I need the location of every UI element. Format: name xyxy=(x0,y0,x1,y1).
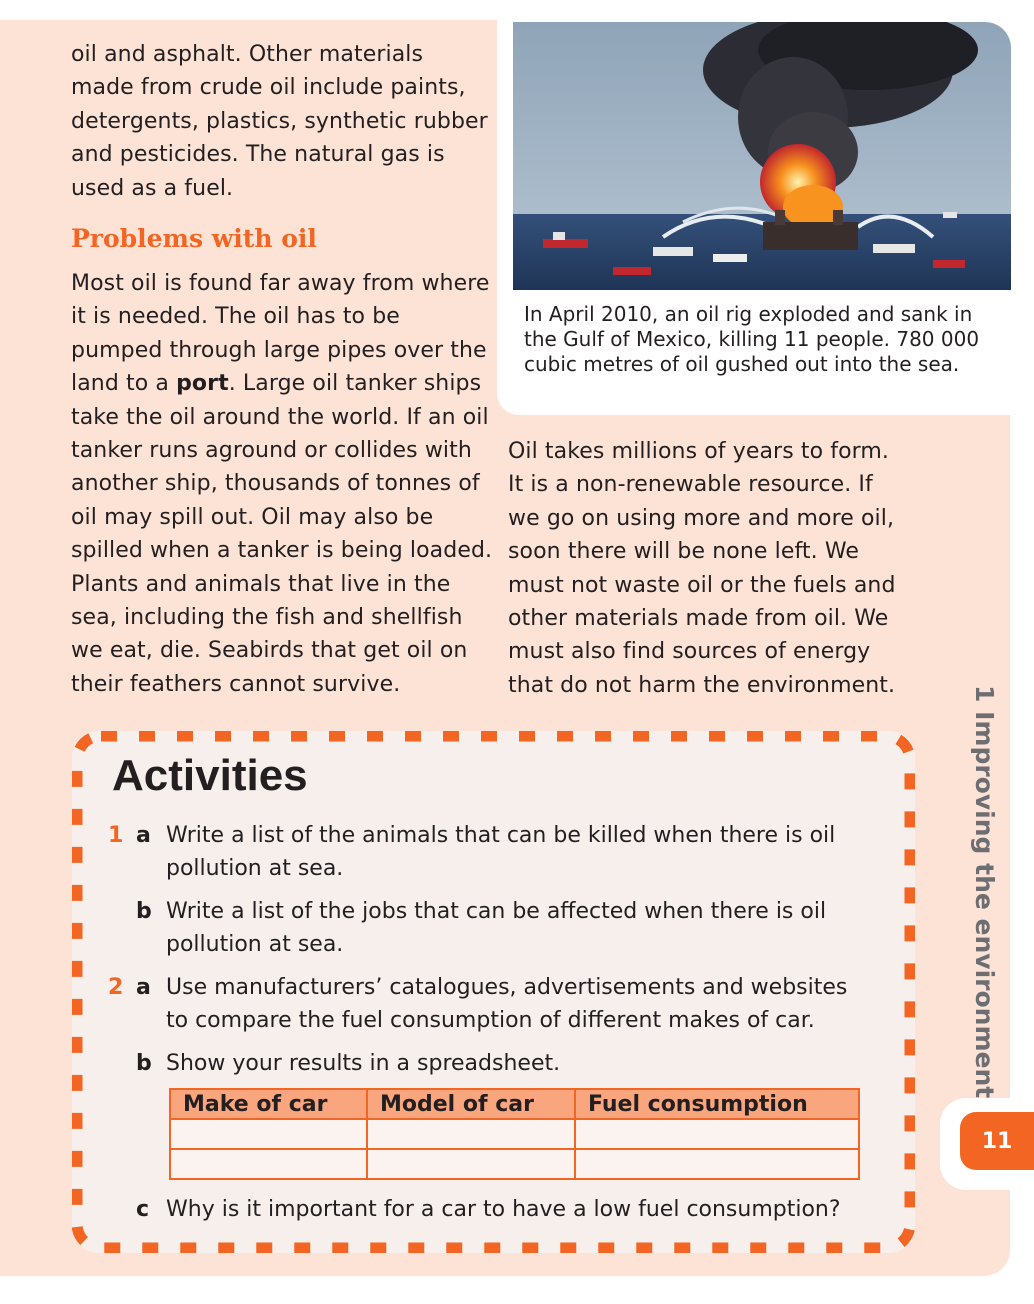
question-1a-letter: a xyxy=(136,823,151,848)
table-cell xyxy=(367,1119,575,1149)
question-2b-letter: b xyxy=(136,1051,152,1076)
question-number-2: 2 xyxy=(108,975,124,1000)
table-row xyxy=(170,1119,859,1149)
column-header-make: Make of car xyxy=(170,1089,367,1119)
problems-text-1: Most oil is found far away from where it is needed. The oil has to be pumped through large pipes over the land to a xyxy=(71,271,490,397)
keyword-port: port xyxy=(176,371,229,397)
problems-text-2: . Large oil tanker ships take the oil around the world. If an oil tanker runs aground or collides with another ship, thousands of tonnes of oil may spill out. Oil may also be spilled when a tanker is being loaded. Plants and animals that live in the sea, including the fish and shellfish we eat, die. Seabirds that get oil on their feathers cannot survive. xyxy=(71,371,493,697)
intro-paragraph: oil and asphalt. Other materials made from crude oil include paints, detergents, plastics, synthetic rubber and pesticides. The natural gas is used as a fuel. xyxy=(71,42,488,201)
table-cell xyxy=(575,1119,859,1149)
question-1b-letter: b xyxy=(136,899,152,924)
table-header-row xyxy=(170,1089,859,1119)
table-cell xyxy=(170,1149,367,1179)
question-2a-line1: Use manufacturers’ catalogues, advertisements and websites xyxy=(166,975,848,1000)
question-2c-letter: c xyxy=(136,1197,150,1222)
column-header-fuel: Fuel consumption xyxy=(575,1089,859,1119)
question-2c-line1: Why is it important for a car to have a low fuel consumption? xyxy=(166,1197,841,1222)
table-cell xyxy=(367,1149,575,1179)
question-number-1: 1 xyxy=(108,823,124,848)
problems-paragraph xyxy=(71,267,496,701)
question-1a-line2: pollution at sea. xyxy=(166,856,344,881)
question-2a-line2: to compare the fuel consumption of different makes of car. xyxy=(166,1008,815,1033)
question-2a-letter: a xyxy=(136,975,151,1000)
table-cell xyxy=(575,1149,859,1179)
non-renewable-paragraph: Oil takes millions of years to form. It is a non-renewable resource. If we go on using more and more oil, soon there will be none left. We must not waste oil or the fuels and other materials made from oil. We must also find sources of energy that do not harm the environment. xyxy=(508,439,896,698)
fuel-consumption-table xyxy=(169,1088,860,1180)
page-number: 11 xyxy=(960,1112,1034,1170)
table-row xyxy=(170,1149,859,1179)
question-1a-line1: Write a list of the animals that can be killed when there is oil xyxy=(166,823,836,848)
chapter-label: 1 Improving the environment xyxy=(970,685,999,1099)
question-1b-line2: pollution at sea. xyxy=(166,932,344,957)
section-heading: Problems with oil xyxy=(71,224,317,253)
column-header-model: Model of car xyxy=(367,1089,575,1119)
oil-rig-photo xyxy=(513,22,1011,290)
question-2b-line1: Show your results in a spreadsheet. xyxy=(166,1051,561,1076)
question-1b-line1: Write a list of the jobs that can be affected when there is oil xyxy=(166,899,827,924)
photo-caption: In April 2010, an oil rig exploded and sank in the Gulf of Mexico, killing 11 people. 780 000 cubic metres of oil gushed out into the sea. xyxy=(524,302,980,376)
activities-box xyxy=(72,731,915,1253)
activities-title: Activities xyxy=(112,751,308,800)
table-cell xyxy=(170,1119,367,1149)
